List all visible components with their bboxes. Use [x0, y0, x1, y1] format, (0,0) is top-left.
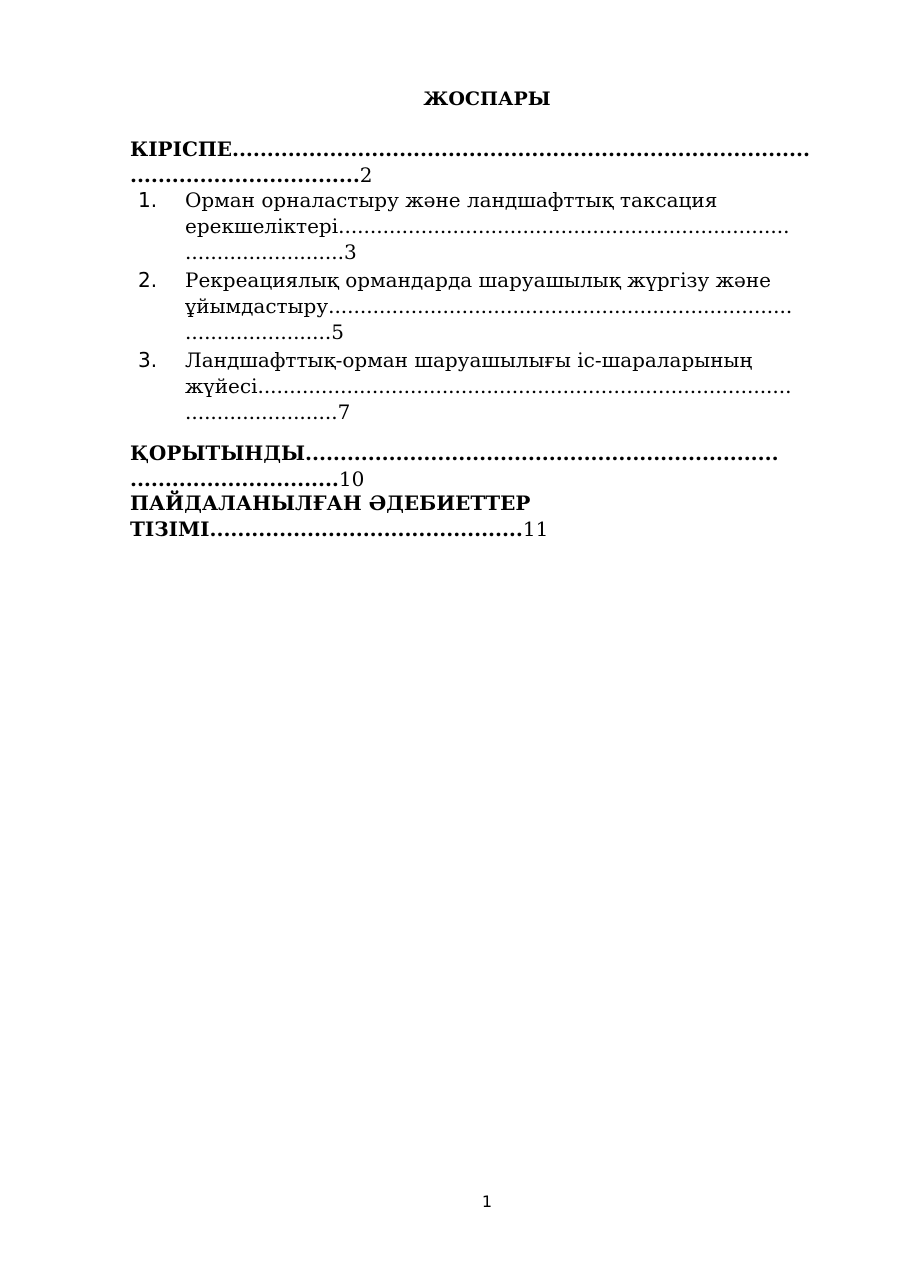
page-number: 1 [481, 1192, 493, 1211]
toc-item-line3 [185, 399, 845, 425]
toc-item-text [185, 187, 845, 265]
toc-references-line2 [130, 516, 845, 542]
toc-references-text: ТІЗІМІ............................................. [130, 517, 523, 541]
toc-item-number: 2. [138, 268, 158, 292]
toc-item-page: 3 [343, 240, 357, 264]
toc-item-number: 1. [138, 188, 158, 212]
toc-intro-page: 2 [359, 163, 373, 187]
toc-item-line2: ұйымдастыру......................................................................... [185, 294, 793, 318]
toc-entry-references [130, 490, 845, 542]
toc-conclusion-page: 10 [338, 467, 365, 491]
toc-entry-conclusion [130, 440, 845, 492]
toc-item-line1: Рекреациялық ормандарда шаруашылық жүргізу және [185, 268, 771, 292]
toc-item-line3 [185, 239, 845, 265]
toc-conclusion-dots: .............................. [130, 467, 339, 491]
page-title: ЖОСПАРЫ [423, 88, 551, 110]
toc-item-dots: ......................... [185, 240, 344, 264]
toc-item-line3 [185, 319, 845, 345]
toc-entry-intro [130, 136, 845, 188]
toc-item-line1: Орман орналастыру және ландшафттық таксация [185, 188, 718, 212]
toc-item-page: 5 [331, 320, 344, 344]
toc-item-line2: жүйесі.................................................................................... [185, 374, 792, 398]
toc-references-line1: ПАЙДАЛАНЫЛҒАН ӘДЕБИЕТТЕР [130, 491, 531, 515]
toc-item-line2: ерекшеліктері....................................................................... [185, 214, 790, 238]
toc-item-text [185, 347, 845, 425]
toc-conclusion-line2 [130, 466, 845, 492]
toc-conclusion-line1: ҚОРЫТЫНДЫ.................................................................... [130, 441, 779, 465]
toc-item-page: 7 [337, 400, 351, 424]
toc-item-line1: Ландшафттық-орман шаруашылығы іс-шараларының [185, 348, 753, 372]
toc-references-page: 11 [522, 517, 549, 541]
toc-item-text [185, 267, 845, 345]
toc-intro-line2 [130, 162, 845, 188]
toc-item-dots: ........................ [185, 400, 338, 424]
toc-item-dots: ....................... [185, 320, 332, 344]
toc-intro-dots: ................................. [130, 163, 360, 187]
toc-item-number: 3. [138, 348, 158, 372]
toc-intro-line1: КІРІСПЕ................................................................................... [130, 137, 810, 161]
